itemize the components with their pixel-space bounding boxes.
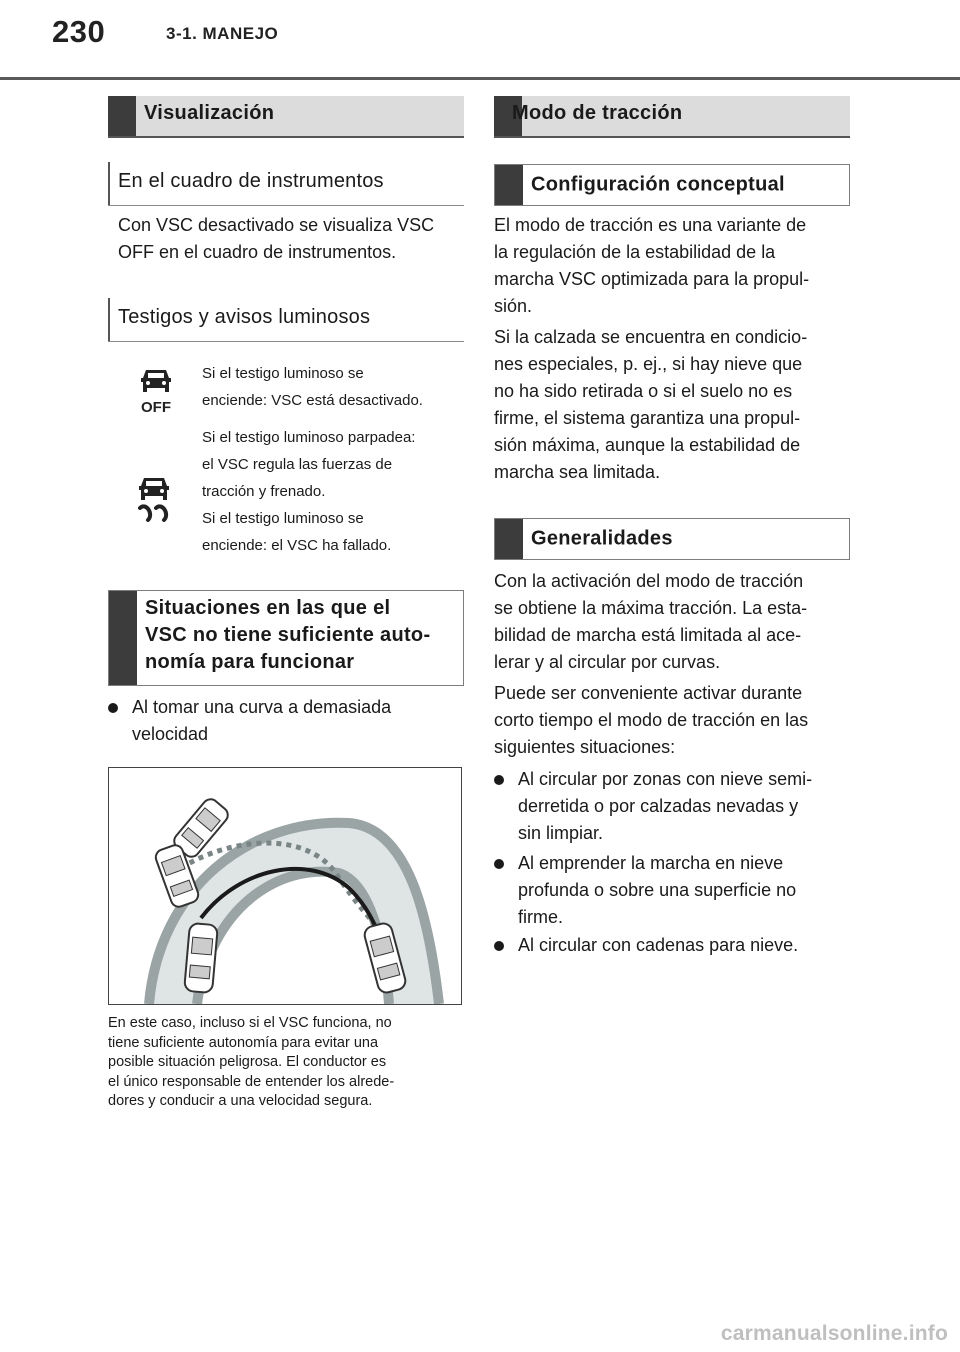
bullet-cadenas: Al circular con cadenas para nieve. [494,932,850,962]
section-visualizacion-heading [108,96,464,136]
subsection-cuadro-heading [108,162,464,206]
subsection-title: En el cuadro de instrumentos [118,170,384,192]
bullet-dot [494,941,504,951]
vsc-off-icon [138,364,174,416]
section-modo-heading [494,96,850,136]
paragraph-calzada: Si la calzada se encuentra en condicio- nes especiales, p. ej., si hay nieve que no ha sido retirada o si el suelo no es firme, el sistema garantiza una propul- sión máxima, aunque la estabilidad de marcha sea limitada. [494,327,808,482]
bullet-dot [494,775,504,785]
watermark: carmanualsonline.info [720,1322,948,1345]
paragraph-conveniente: Puede ser conveniente activar durante corto tiempo el modo de tracción en las siguientes situaciones: [494,683,809,757]
chapter-title: 3-1. MANEJO [166,24,279,43]
bullet-curva: Al tomar una curva a demasiada velocidad [108,694,464,750]
subsection-generalidades-heading [494,518,850,560]
paragraph-activacion: Con la activación del modo de tracción se obtiene la máxima tracción. La esta- bilidad de marcha está limitada al ace- lerar y al circular por curvas. [494,571,808,672]
paragraph-vsc-off: Con VSC desactivado se visualiza VSC OFF en el cuadro de instrumentos. [118,215,435,262]
section-title: Situaciones en las que el VSC no tiene suficiente auto- nomía para funcionar [145,597,431,673]
bullet-nieve-profunda: Al emprender la marcha en nieve profunda o sobre una superficie no firme. [494,850,850,934]
section-title: Visualización [144,102,275,124]
curve-illustration [108,767,462,1005]
paragraph-configuracion: El modo de tracción es una variante de la regulación de la estabilidad de la marcha VSC optimizada para la propul- sión. [494,215,810,316]
subsection-testigos-heading [108,298,464,342]
subsection-title: Generalidades [531,527,673,550]
bullet-nieve-semiderretida: Al circular por zonas con nieve semi- derretida o por calzadas nevadas y sin limpiar. [494,766,850,850]
section-title: Modo de tracción [512,102,683,124]
svg-text:OFF: OFF [141,399,171,416]
lamp2-text: Si el testigo luminoso parpadea: el VSC regula las fuerzas de tracción y frenado. Si el testigo luminoso se enciende: el VSC ha fallado. [202,429,416,554]
subsection-configuracion-heading [494,164,850,206]
header-rule [0,77,960,80]
page-header [0,0,960,80]
subsection-title: Testigos y avisos luminosos [118,306,371,328]
vsc-skid-icon [134,474,174,524]
lamp1-text: Si el testigo luminoso se enciende: VSC está desactivado. [202,365,423,409]
section-situaciones-heading [108,590,464,686]
bullet-dot [494,859,504,869]
subsection-title: Configuración conceptual [531,173,785,196]
figure-caption: En este caso, incluso si el VSC funciona, no tiene suficiente autonomía para evitar una posible situación peligrosa. El conductor es el único responsable de entender los alrede- dores y conducir a una velocidad segura. [108,1015,395,1109]
bullet-dot [108,703,118,713]
page-number: 230 [52,14,106,49]
